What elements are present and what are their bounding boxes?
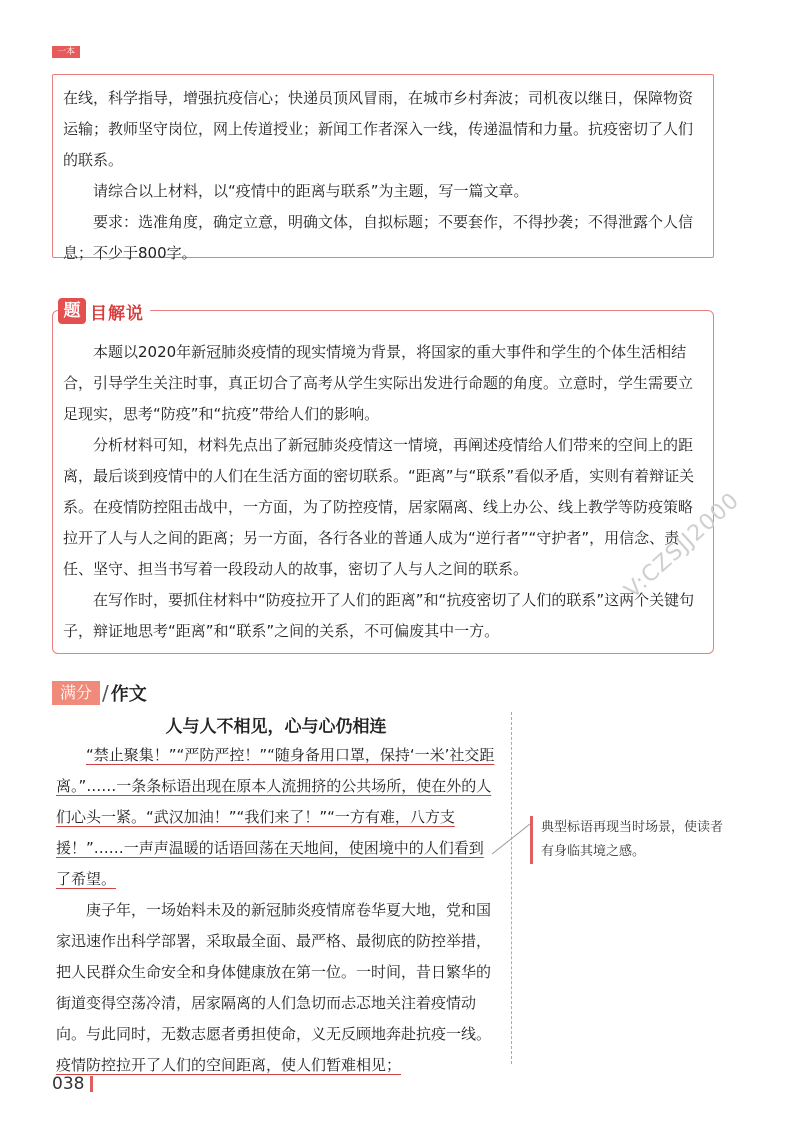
watermark: V:CZSJJ2000 xyxy=(620,487,745,604)
divider-dashed xyxy=(511,712,512,1064)
annotation-leader-line xyxy=(492,820,532,860)
analysis-heading-chip: 题 xyxy=(58,298,86,324)
page-number-text: 038 xyxy=(52,1074,85,1094)
analysis-box xyxy=(52,310,714,654)
essay-section-title: 作文 xyxy=(110,684,147,705)
material-line-1: 在线，科学指导，增强抗疫信心；快递员顶风冒雨，在城市乡村奔波；司机夜以继日，保障物资运输；教师坚守岗位，网上传道授业；新闻工作者深入一线，传递温情和力量。抗疫密切了人们的联系。 xyxy=(63,89,694,169)
essay-title: 人与人不相见，心与心仍相连 xyxy=(165,717,387,737)
material-line-2: 请综合以上材料，以“疫情中的距离与联系”为主题，写一篇文章。 xyxy=(93,182,529,200)
material-line-3: 要求：选准角度，确定立意，明确文体，自拟标题；不要套作，不得抄袭；不得泄露个人信息；不少于800字。 xyxy=(63,213,694,262)
essay-section-heading xyxy=(52,680,147,706)
full-score-chip: 满分 xyxy=(52,681,100,705)
analysis-heading-text: 目解说 xyxy=(90,303,144,324)
page-number xyxy=(52,1074,93,1094)
analysis-para-2: 分析材料可知，材料先点出了新冠肺炎疫情这一情境，再阐述疫情给人们带来的空间上的距离，最后谈到疫情中的人们在生活方面的密切联系。“距离”与“联系”看似矛盾，实则有着辩证关系。在疫情防控阻击战中，一方面，为了防控疫情，居家隔离、线上办公、线上教学等防疫策略拉开了人与人之间的距离；另一方面，各行各业的普通人成为“逆行者”“守护者”，用信念、责任、坚守、担当书写着一段段动人的故事，密切了人与人之间的联系。 xyxy=(63,436,695,578)
analysis-heading xyxy=(58,296,150,326)
essay-para-2-text: 庚子年，一场始料未及的新冠肺炎疫情席卷华夏大地，党和国家迅速作出科学部署，采取最全面、最严格、最彻底的防控举措，把人民群众生命安全和身体健康放在第一位。一时间，昔日繁华的街道变得空荡冷清，居家隔离的人们急切而忐忑地关注着疫情动向。与此同时，无数志愿者勇担使命，义无反顾地奔赴抗疫一线。 xyxy=(56,901,492,1043)
heading-slash: / xyxy=(102,681,109,705)
side-note: 典型标语再现当时场景，使读者有身临其境之感。 xyxy=(530,816,731,864)
page-number-bar xyxy=(90,1076,93,1092)
essay-para-2 xyxy=(56,895,496,1081)
analysis-para-3: 在写作时，要抓住材料中“防疫拉开了人们的距离”和“抗疫密切了人们的联系”这两个关键句子，辩证地思考“距离”和“联系”之间的关系，不可偏废其中一方。 xyxy=(63,591,695,640)
essay-para-1 xyxy=(56,740,496,895)
essay-para-2-underlined: 疫情防控拉开了人们的空间距离，使人们暂难相见； xyxy=(56,1056,402,1074)
essay-body xyxy=(56,740,496,1081)
corner-tag: 一本 xyxy=(52,46,80,58)
material-box xyxy=(52,74,714,262)
essay-para-1-text: “禁止聚集！”“严防严控！”“随身备用口罩，保持‘一米’社交距离。”……一条条标语出现在原本人流拥挤的公共场所，使在外的人们心头一紧。“武汉加油！”“我们来了！”“一方有难，八方支援！”……一声声温暖的话语回荡在天地间，使困境中的人们看到了希望。 xyxy=(56,746,495,888)
analysis-para-1: 本题以2020年新冠肺炎疫情的现实情境为背景，将国家的重大事件和学生的个体生活相结合，引导学生关注时事，真正切合了高考从学生实际出发进行命题的角度。立意时，学生需要立足现实，思考“防疫”和“抗疫”带给人们的影响。 xyxy=(63,343,694,423)
